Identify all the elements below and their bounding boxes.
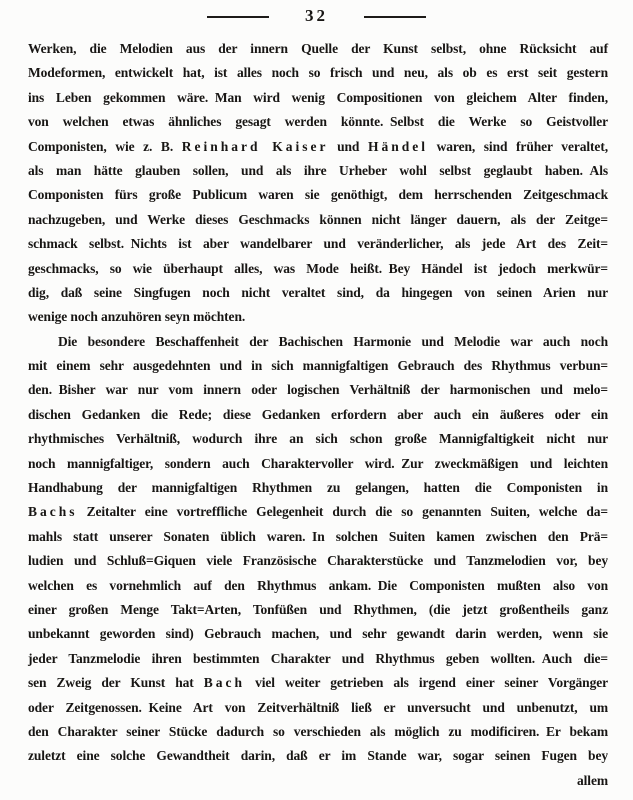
- text-line: [28, 696, 608, 720]
- text-run: einer großen Menge Takt=Arten, Tonfüßen und Rhythmen, (die jetzt großentheils ganz: [28, 601, 608, 617]
- text-run: viel weiter getrieben als irgend einer seiner Vorgänger: [245, 675, 609, 691]
- text-line: [28, 37, 608, 61]
- text-line: [28, 574, 608, 598]
- text-run: mit einem sehr ausgedehnten und in sich mannigfaltigen Gebrauch des Rhythmus verbun=: [28, 358, 608, 374]
- text-run: nachzugeben, und Werke dieses Geschmacks können nicht länger dauern, als der Zeitge=: [28, 211, 608, 227]
- text-line: [28, 232, 608, 256]
- text-run: sen Zweig der Kunst hat: [28, 675, 204, 691]
- text-run: Componisten, wie z. B.: [28, 138, 182, 154]
- text-run: Die besondere Beschaffenheit der Bachischen Harmonie und Melodie war auch noch: [58, 333, 608, 349]
- text-line: [28, 135, 608, 159]
- header-rule-right: [364, 16, 426, 18]
- letterspaced-name: Reinhard Kaiser: [181, 138, 329, 154]
- text-line: [28, 476, 608, 500]
- header-rule-left: [207, 16, 269, 18]
- page-header: [0, 6, 633, 26]
- page-number: 32: [305, 6, 328, 25]
- text-line: [28, 427, 608, 451]
- text-line: [28, 159, 608, 183]
- text-run: geschmacks, so wie überhaupt alles, was Mode heißt. Bey Händel ist jedoch merkwür=: [28, 260, 608, 276]
- body-text: [28, 37, 608, 793]
- text-run: dig, daß seine Singfugen noch nicht veraltet sind, da hingegen von seinen Arien nur: [28, 284, 608, 300]
- text-run: Werken, die Melodien aus der innern Quelle der Kunst selbst, ohne Rücksicht auf: [28, 41, 608, 56]
- text-run: rhythmisches Verhältniß, wodurch ihre an sich schon große Mannigfaltigkeit nicht nur: [28, 431, 608, 447]
- text-line: [28, 671, 608, 695]
- text-run: Modeformen, entwickelt hat, ist alles noch so frisch und neu, als ob es erst seit gestern: [28, 65, 608, 81]
- text-run: wenige noch anzuhören seyn möchten.: [28, 309, 246, 325]
- text-line: [28, 208, 608, 232]
- text-line: [28, 330, 608, 354]
- text-run: unbekannt geworden sind) Gebrauch machen, und sehr gewandt darin werden, wenn sie: [28, 626, 608, 642]
- text-run: jeder Tanzmelodie ihren bestimmten Charakter und Rhythmus geben wollten. Auch die=: [28, 650, 608, 666]
- text-run: Zeitalter eine vortreffliche Gelegenheit durch die so genannten Suiten, welche da=: [77, 504, 608, 520]
- letterspaced-name: Bach: [203, 675, 246, 691]
- text-line: [28, 281, 608, 305]
- text-run: allem: [577, 772, 608, 788]
- text-line: [28, 183, 608, 207]
- text-run: ludien und Schluß=Giquen viele Französische Charakterstücke und Tanzmelodien vor, bey: [28, 553, 608, 569]
- text-run: schmack selbst. Nichts ist aber wandelbarer und veränderlicher, als jede Art des Zeit=: [28, 236, 608, 252]
- text-run: noch mannigfaltiger, sondern auch Charaktervoller wird. Zur zweckmäßigen und leichten: [28, 455, 608, 471]
- text-run: waren, sind früher veraltet,: [428, 138, 609, 154]
- text-line: [28, 500, 608, 524]
- text-line: [28, 549, 608, 573]
- text-line: [28, 744, 608, 768]
- text-run: ins Leben gekommen wäre. Man wird wenig Compositionen von gleichem Alter finden,: [28, 89, 608, 105]
- text-line: [28, 354, 608, 378]
- text-line: [28, 525, 608, 549]
- text-line: [28, 769, 608, 793]
- text-line: [28, 647, 608, 671]
- text-line: [28, 452, 608, 476]
- text-run: zuletzt eine solche Gewandtheit darin, daß er im Stande war, sogar seinen Fugen bey: [28, 748, 608, 764]
- text-line: [28, 622, 608, 646]
- text-line: [28, 110, 608, 134]
- text-line: [28, 403, 608, 427]
- text-run: und: [328, 138, 368, 154]
- letterspaced-name: Händel: [367, 138, 428, 154]
- text-line: [28, 61, 608, 85]
- text-line: [28, 86, 608, 110]
- text-run: dischen Gedanken die Rede; diese Gedanken erfordern aber auch ein äußeres oder ein: [28, 406, 608, 422]
- text-run: den. Bisher war nur vom innern oder logischen Verhältniß der harmonischen und melo=: [28, 382, 608, 398]
- text-run: welchen es vornehmlich auf den Rhythmus ankam. Die Componisten mußten also von: [28, 577, 608, 593]
- text-line: [28, 305, 608, 329]
- text-run: als man hätte glauben sollen, und als ihre Urheber wohl selbst geglaubt haben. Als: [28, 162, 608, 178]
- text-line: [28, 598, 608, 622]
- text-run: Componisten fürs große Publicum waren sie genöthigt, dem herrschenden Zeitgeschmack: [28, 187, 608, 203]
- text-run: Handhabung der mannigfaltigen Rhythmen zu gelangen, hatten die Componisten in: [28, 480, 608, 496]
- text-run: mahls statt unserer Sonaten üblich waren. In solchen Suiten kamen zwischen den Prä=: [28, 528, 608, 544]
- text-line: [28, 378, 608, 402]
- text-run: oder Zeitgenossen. Keine Art von Zeitverhältniß ließ er unversucht und unbenutzt, um: [28, 699, 608, 715]
- text-line: [28, 720, 608, 744]
- text-line: [28, 257, 608, 281]
- letterspaced-name: Bachs: [28, 504, 78, 520]
- text-run: den Charakter seiner Stücke dadurch so verschieden als möglich zu modificiren. Er bekam: [28, 723, 608, 739]
- text-run: von welchen etwas ähnliches gesagt werden könnte. Selbst die Werke so Geistvoller: [28, 114, 608, 130]
